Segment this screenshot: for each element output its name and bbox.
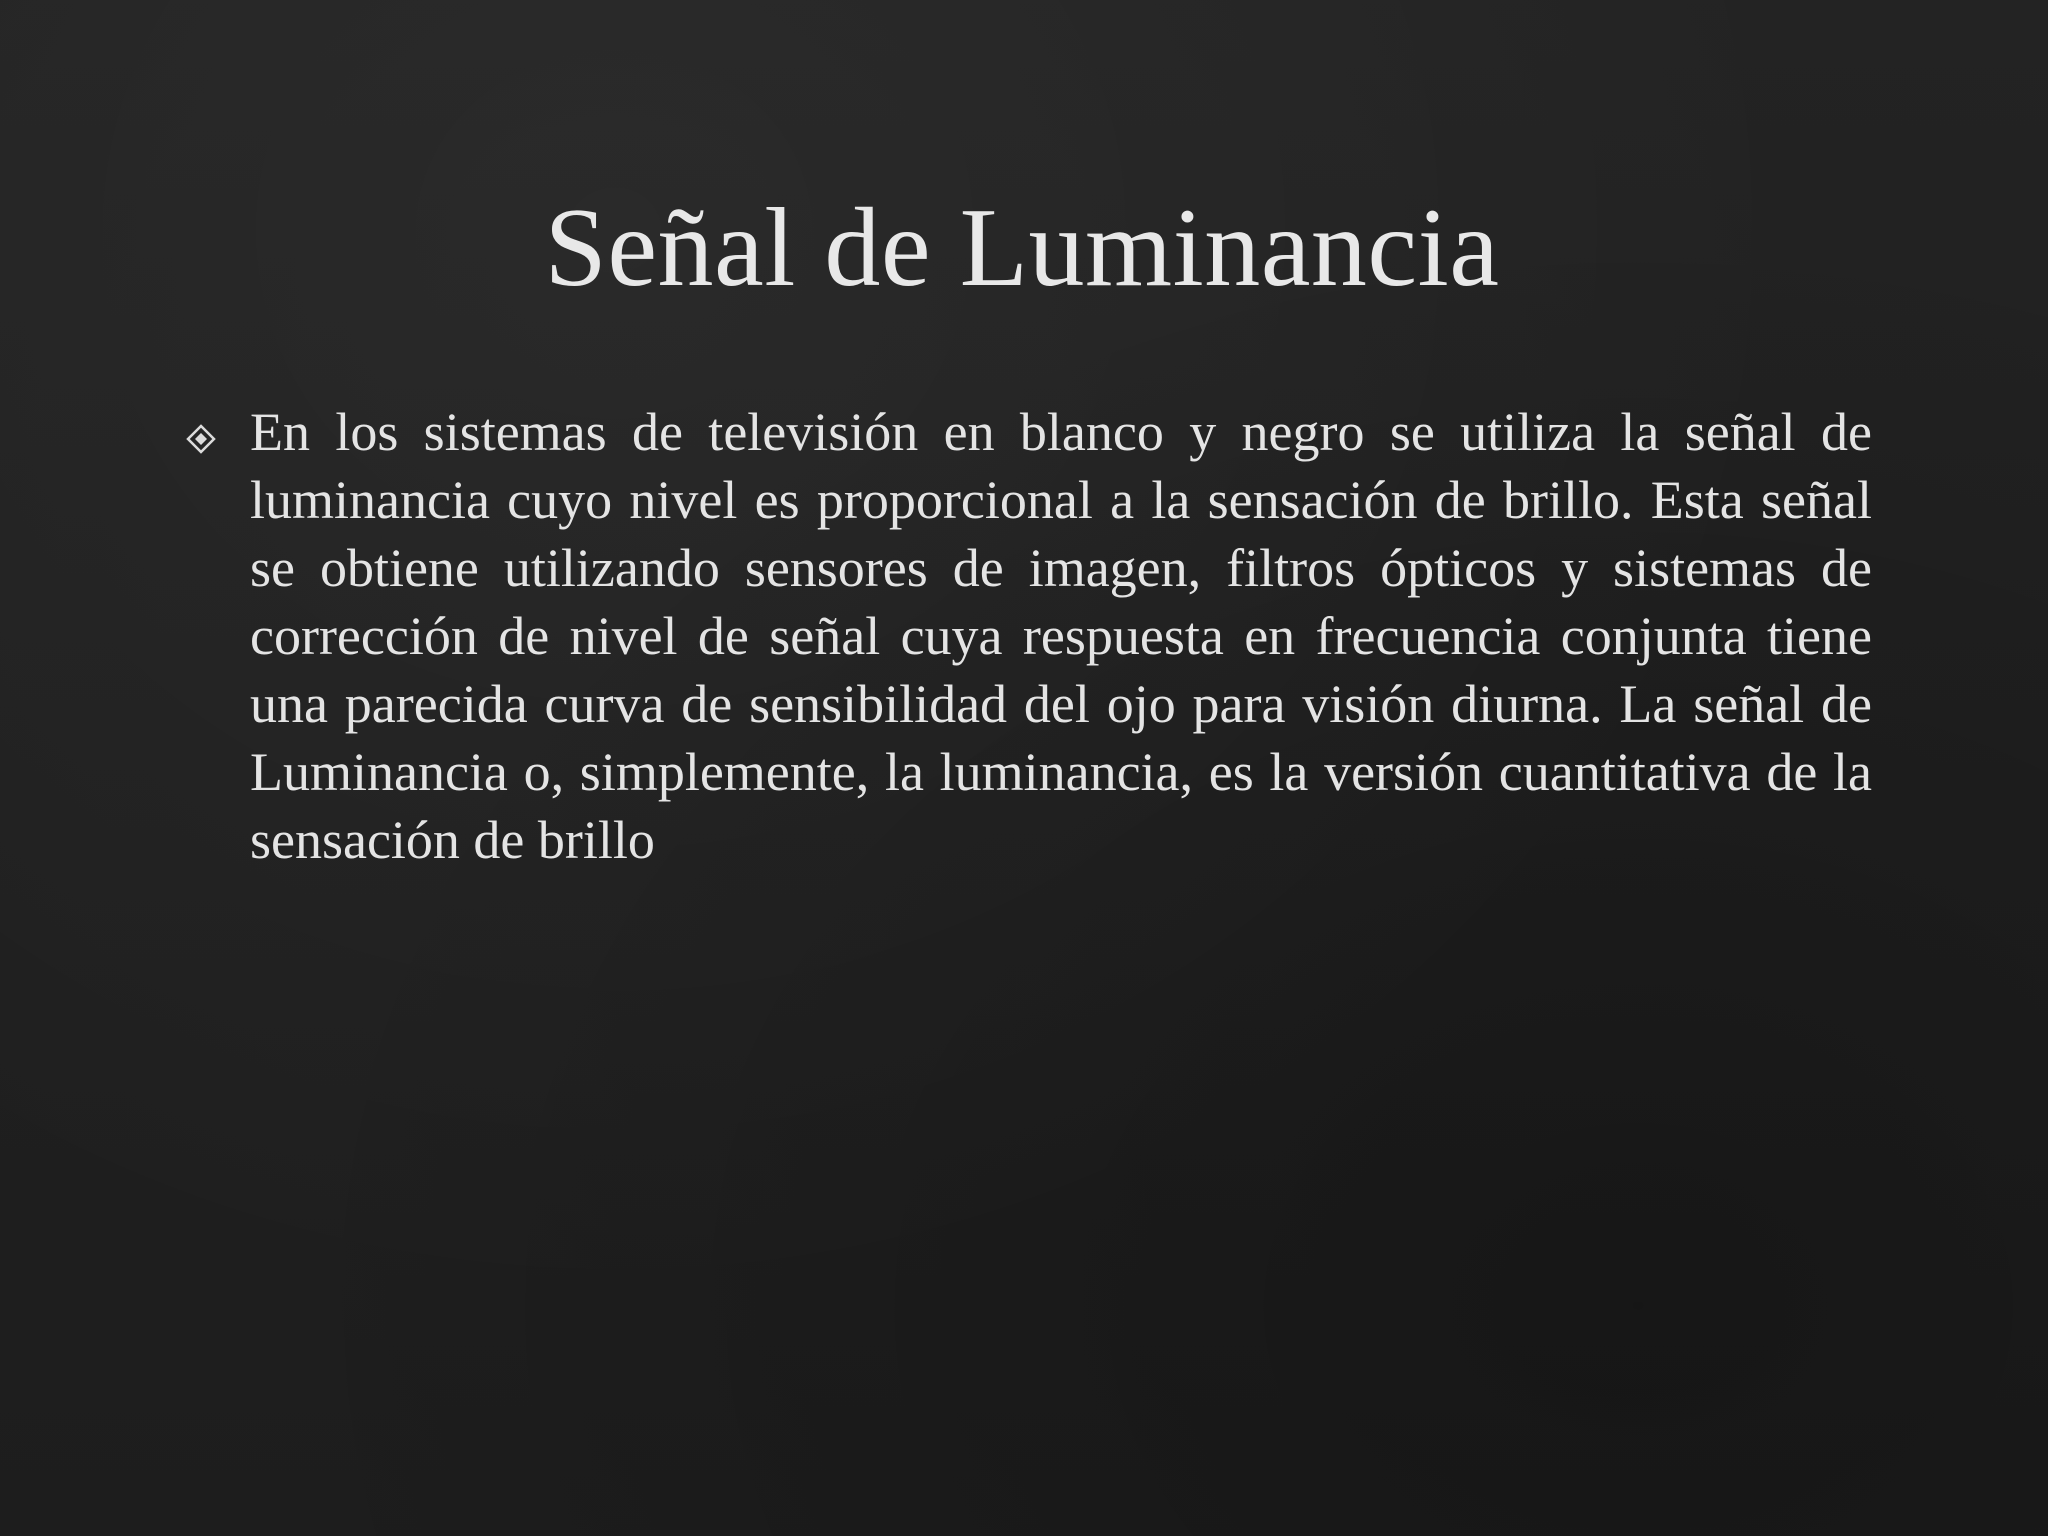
bullet-text: En los sistemas de televisión en blanco y negro se utiliza la señal de luminancia cuyo nivel es proporcional a la sensación de brillo. Esta señal se obtiene utilizando sensores de imagen, filtros ópticos y sistemas de corrección de nivel de señal cuya respuesta en frecuencia conjunta tiene una parecida curva de sensibilidad del ojo para visión diurna. La señal de Luminancia o, simplemente, la luminancia, es la versión cuantitativa de la sensación de brillo xyxy=(250,402,1872,870)
diamond-bullet-icon xyxy=(186,424,216,454)
slide-body xyxy=(186,398,1872,874)
slide-title: Señal de Luminancia xyxy=(544,186,1500,310)
bullet-item xyxy=(186,398,1872,874)
